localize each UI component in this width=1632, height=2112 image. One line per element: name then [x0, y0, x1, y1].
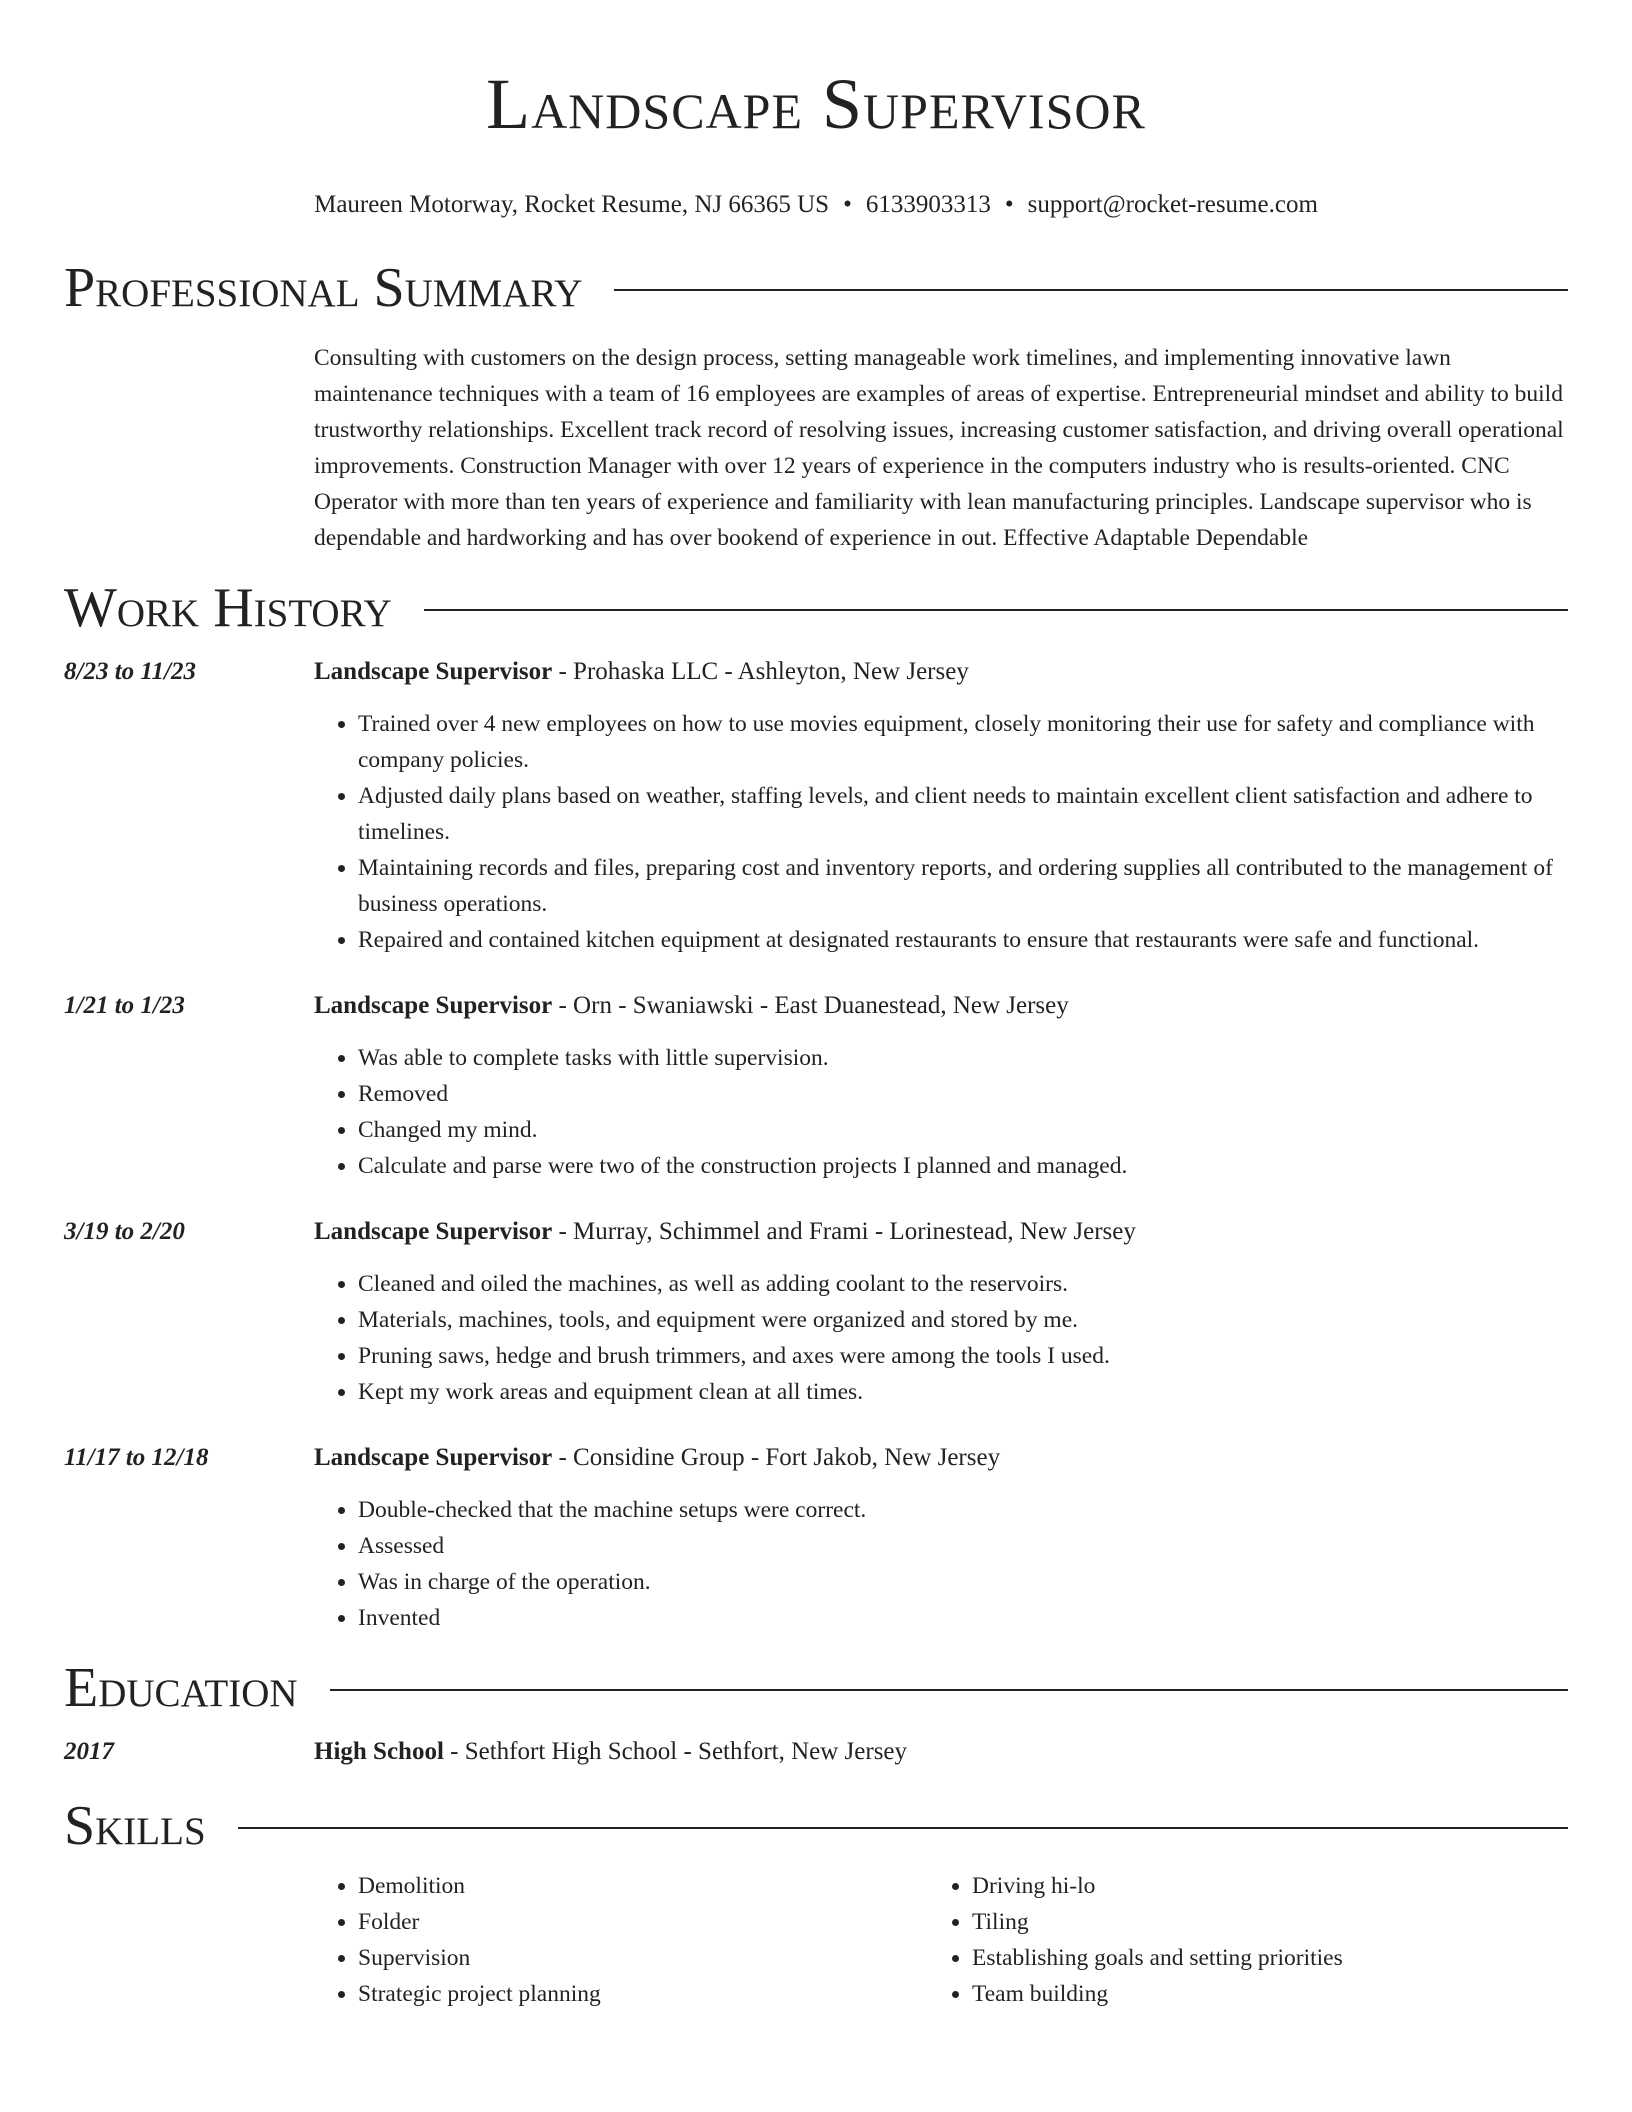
education-body	[314, 1734, 1568, 1770]
job-bullet: • Double-checked that the machine setups were correct.	[358, 1492, 1568, 1528]
section-divider	[330, 1689, 1568, 1691]
job-entry	[64, 988, 1568, 1184]
job-title-line	[314, 654, 1568, 690]
job-details: - Considine Group - Fort Jakob, New Jersey	[552, 1444, 1001, 1471]
job-entry	[64, 1214, 1568, 1410]
job-body	[314, 654, 1568, 958]
education-heading: Education	[64, 1657, 298, 1719]
work-section-header	[64, 576, 1568, 640]
job-bullets	[314, 706, 1568, 958]
contact-phone: 6133903313	[865, 191, 991, 218]
skill-item: • Establishing goals and setting priorities	[972, 1940, 1542, 1976]
job-title-line	[314, 1440, 1568, 1476]
job-bullets	[314, 1492, 1568, 1636]
job-body	[314, 1214, 1568, 1410]
job-bullet: • Assessed	[358, 1528, 1568, 1564]
job-role: Landscape Supervisor	[314, 658, 553, 685]
section-divider	[614, 289, 1568, 291]
education-degree: High School	[314, 1738, 444, 1765]
skill-item: • Team building	[972, 1976, 1542, 2012]
skill-item: • Demolition	[358, 1868, 928, 1904]
education-line	[314, 1734, 1568, 1770]
job-body	[314, 988, 1568, 1184]
skill-item: • Supervision	[358, 1940, 928, 1976]
work-heading: Work History	[64, 577, 392, 639]
summary-text: Consulting with customers on the design process, setting manageable work timelines, and implementing innovative lawn maintenance techniques with a team of 16 employees are examples of areas of expertise. Entrepreneurial mindset and ability to build trustworthy relationships. Excellent track record of resolving issues, increasing customer satisfaction, and driving overall operational improvements. Construction Manager with over 12 years of experience in the computers industry who is results-oriented. CNC Operator with more than ten years of experience and familiarity with lean manufacturing principles. Landscape supervisor who is dependable and hardworking and has over bookend of experience in out. Effective Adaptable Dependable	[314, 345, 1564, 551]
skills-list	[314, 1868, 1568, 2012]
section-divider	[424, 609, 1568, 611]
job-title-line	[314, 988, 1568, 1024]
job-body	[314, 1440, 1568, 1636]
contact-address: Maureen Motorway, Rocket Resume, NJ 66365 US	[314, 191, 830, 218]
job-date: 8/23 to 11/23	[64, 658, 196, 685]
job-role: Landscape Supervisor	[314, 1218, 553, 1245]
contact-separator: •	[843, 191, 852, 218]
skill-item: • Folder	[358, 1904, 928, 1940]
summary-section-header	[64, 256, 1568, 320]
job-title-line	[314, 1214, 1568, 1250]
job-bullet: • Was able to complete tasks with little supervision.	[358, 1040, 1568, 1076]
job-bullet: • Maintaining records and files, preparing cost and inventory reports, and ordering supplies all contributed to the management of business operations.	[358, 850, 1568, 922]
job-bullet: • Kept my work areas and equipment clean at all times.	[358, 1374, 1568, 1410]
job-role: Landscape Supervisor	[314, 992, 553, 1019]
resume-header	[64, 0, 1568, 220]
skills-section-header	[64, 1794, 1568, 1858]
contact-line	[64, 190, 1568, 220]
skill-item: • Driving hi-lo	[972, 1868, 1542, 1904]
job-date: 1/21 to 1/23	[64, 992, 185, 1019]
job-bullet: • Removed	[358, 1076, 1568, 1112]
job-date: 11/17 to 12/18	[64, 1444, 209, 1471]
job-role: Landscape Supervisor	[314, 1444, 553, 1471]
education-date: 2017	[64, 1738, 114, 1765]
skills-column-left	[314, 1868, 928, 2012]
job-details: - Prohaska LLC - Ashleyton, New Jersey	[552, 658, 969, 685]
job-bullets	[314, 1266, 1568, 1410]
job-entry	[64, 654, 1568, 958]
job-bullet: • Trained over 4 new employees on how to use movies equipment, closely monitoring their use for safety and compliance with company policies.	[358, 706, 1568, 778]
job-bullet: • Materials, machines, tools, and equipment were organized and stored by me.	[358, 1302, 1568, 1338]
job-details: - Orn - Swaniawski - East Duanestead, New Jersey	[552, 992, 1069, 1019]
summary-heading: Professional Summary	[64, 257, 583, 319]
job-bullet: • Adjusted daily plans based on weather, staffing levels, and client needs to maintain excellent client satisfaction and adhere to timelines.	[358, 778, 1568, 850]
section-divider	[238, 1827, 1568, 1829]
job-bullet: • Pruning saws, hedge and brush trimmers, and axes were among the tools I used.	[358, 1338, 1568, 1374]
education-details: - Sethfort High School - Sethfort, New Jersey	[443, 1738, 908, 1765]
skill-item: • Strategic project planning	[358, 1976, 928, 2012]
job-bullet: • Calculate and parse were two of the construction projects I planned and managed.	[358, 1148, 1568, 1184]
job-date: 3/19 to 2/20	[64, 1218, 185, 1245]
education-section-header	[64, 1656, 1568, 1720]
education-entry	[64, 1734, 1568, 1770]
skills-heading: Skills	[64, 1795, 206, 1857]
job-bullet: • Was in charge of the operation.	[358, 1564, 1568, 1600]
job-bullet: • Changed my mind.	[358, 1112, 1568, 1148]
skill-item: • Tiling	[972, 1904, 1542, 1940]
resume-name: Landscape Supervisor	[486, 64, 1146, 144]
skills-column-right	[928, 1868, 1542, 2012]
job-details: - Murray, Schimmel and Frami - Lorinestead, New Jersey	[552, 1218, 1136, 1245]
job-bullet: • Cleaned and oiled the machines, as well as adding coolant to the reservoirs.	[358, 1266, 1568, 1302]
contact-separator: •	[1004, 191, 1014, 218]
job-bullets	[314, 1040, 1568, 1184]
contact-email: support@rocket-resume.com	[1027, 191, 1318, 218]
job-bullet: • Repaired and contained kitchen equipment at designated restaurants to ensure that restaurants were safe and functional.	[358, 922, 1568, 958]
job-entry	[64, 1440, 1568, 1636]
job-bullet: • Invented	[358, 1600, 1568, 1636]
